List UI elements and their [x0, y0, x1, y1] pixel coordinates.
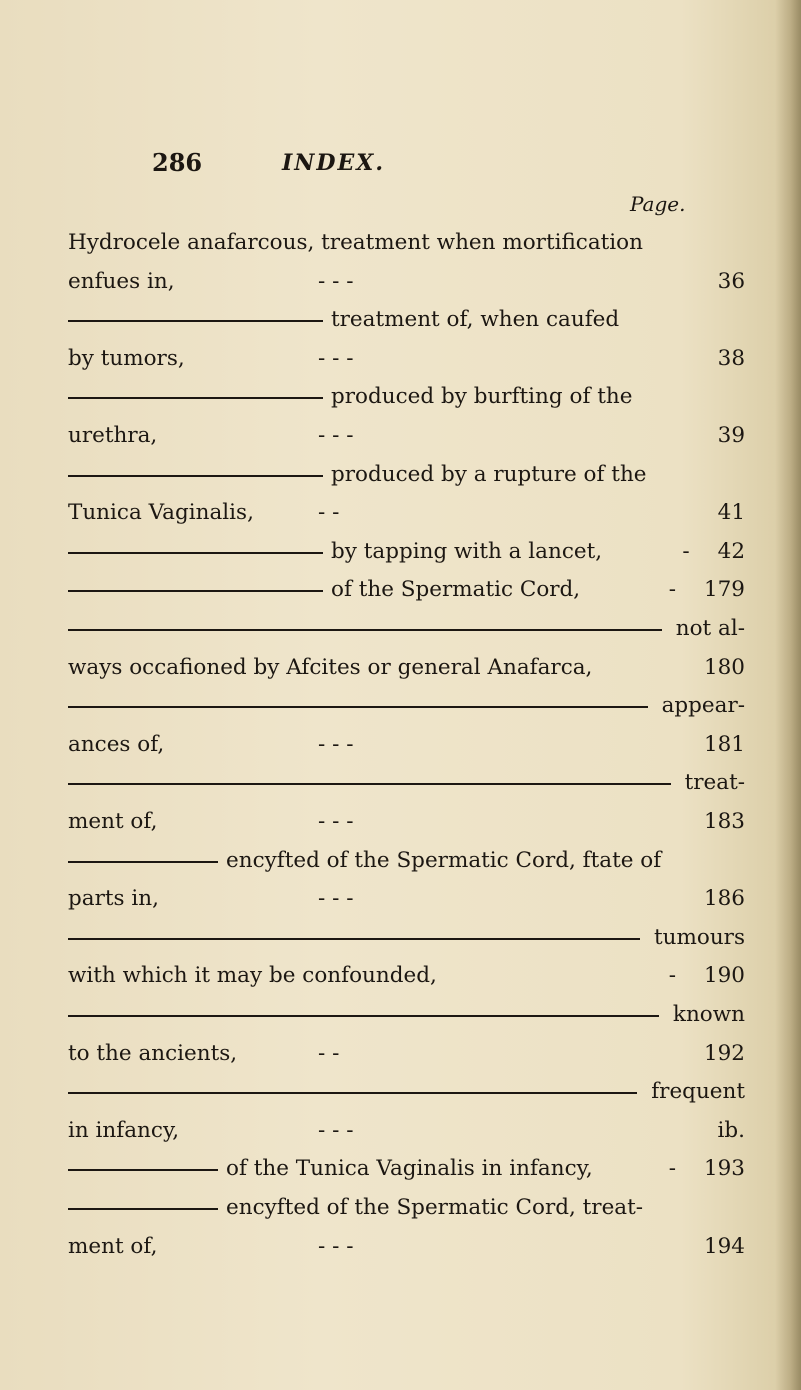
index-entry-line [68, 844, 745, 878]
ditto-rule [68, 861, 218, 863]
entry-page-ref: 38 [717, 345, 745, 371]
entry-page-ref: 192 [703, 1040, 745, 1066]
entry-text: encyfted of the Spermatic Cord, treat- [226, 1195, 644, 1220]
entry-text: Tunica Vaginalis, [68, 500, 254, 526]
leader-dashes: - - [318, 1040, 340, 1066]
entry-page-ref: 39 [717, 423, 745, 448]
page-number: 286 [152, 148, 203, 177]
index-entry-line [68, 226, 745, 260]
index-entry-line [68, 882, 745, 916]
entry-page-ref: 179 [703, 577, 745, 603]
index-entry-line [68, 1114, 745, 1148]
entry-text: appear- [661, 693, 745, 719]
index-entry-line [68, 1152, 745, 1186]
entry-text: ances of, [68, 731, 165, 757]
index-entry-line [68, 419, 745, 453]
index-entry-line [68, 458, 745, 492]
entry-text: not al- [675, 616, 745, 641]
entry-text: ment of, [68, 809, 158, 834]
ditto-rule [68, 397, 323, 399]
leader-dashes: - [668, 1156, 676, 1182]
entry-text: by tumors, [68, 345, 185, 371]
entry-page-ref: 42 [717, 538, 745, 564]
index-entry-line [68, 535, 745, 569]
index-entry-line [68, 651, 745, 685]
index-entry-line [68, 380, 745, 414]
entry-text: by tapping with a lancet, [331, 538, 603, 564]
entry-page-ref: 194 [703, 1233, 745, 1259]
entry-text: of the Spermatic Cord, [331, 577, 581, 603]
leader-dashes: - - - [318, 423, 354, 448]
entry-text: in infancy, [68, 1117, 180, 1143]
entry-text: known [672, 1002, 745, 1027]
page-spine-shadow [775, 0, 801, 1390]
index-entry-line [68, 342, 745, 376]
entry-page-ref: 186 [703, 886, 745, 912]
entry-text: urethra, [68, 423, 158, 448]
ditto-rule [68, 552, 323, 554]
index-entry-line [68, 689, 745, 723]
leader-dashes: - - - [318, 1117, 354, 1143]
entry-page-ref: 193 [703, 1156, 745, 1182]
entry-page-ref: 41 [717, 500, 745, 526]
index-entry-line [68, 728, 745, 762]
leader-dashes: - - - [318, 345, 354, 371]
index-entry-line [68, 998, 745, 1032]
entry-page-ref: 190 [703, 963, 745, 989]
index-entry-line [68, 265, 745, 299]
ditto-rule [68, 629, 662, 631]
leader-dashes: - - - [318, 809, 354, 834]
index-entry-line [68, 805, 745, 839]
ditto-rule [68, 1208, 218, 1210]
leader-dashes: - - [318, 500, 340, 526]
index-entry-line [68, 1037, 745, 1071]
entry-text: treatment of, when caufed [331, 307, 620, 333]
entry-page-ref: 181 [703, 731, 745, 757]
entry-page-ref: 183 [703, 809, 745, 834]
leader-dashes: - - - [318, 731, 354, 757]
ditto-rule [68, 938, 640, 940]
index-entry-line [68, 959, 745, 993]
entry-text: produced by a rupture of the [331, 461, 647, 487]
leader-dashes: - - - [318, 268, 354, 294]
entry-text: encyfted of the Spermatic Cord, ftate of [226, 847, 662, 873]
ditto-rule [68, 1169, 218, 1171]
leader-dashes: - - - [318, 1233, 354, 1259]
ditto-rule [68, 590, 323, 592]
index-entry-line [68, 612, 745, 646]
index-entry-line [68, 496, 745, 530]
entry-text: produced by burfting of the [331, 384, 633, 410]
leader-dashes: - - - [318, 886, 354, 912]
ditto-rule [68, 1015, 659, 1017]
ditto-rule [68, 1092, 637, 1094]
index-entry-line [68, 921, 745, 955]
entry-text: tumours [654, 924, 745, 950]
running-head: INDEX. [282, 150, 385, 176]
entry-text: parts in, [68, 886, 159, 912]
entry-text: frequent [651, 1079, 745, 1105]
entry-page-ref: ib. [717, 1117, 745, 1143]
entry-text: ways occafioned by Afcites or general Anafarca, [68, 654, 593, 680]
entry-text: treat- [684, 770, 745, 796]
page-column-heading: Page. [630, 192, 686, 216]
entry-page-ref: 36 [717, 268, 745, 294]
index-entry-line [68, 1075, 745, 1109]
entry-page-ref: 180 [703, 654, 745, 680]
index-entry-line [68, 573, 745, 607]
ditto-rule [68, 475, 323, 477]
page-header [152, 148, 712, 188]
index-entry-line [68, 1230, 745, 1264]
index-entry-line [68, 1191, 745, 1225]
entry-text: to the ancients, [68, 1040, 238, 1066]
leader-dashes: - [682, 538, 690, 564]
leader-dashes: - [668, 577, 676, 603]
entry-text: ment of, [68, 1233, 158, 1259]
index-entry-line [68, 303, 745, 337]
ditto-rule [68, 783, 671, 785]
ditto-rule [68, 320, 323, 322]
entry-text: Hydrocele anafarcous, treatment when mortification [68, 230, 643, 255]
ditto-rule [68, 706, 648, 708]
entry-text: enfues in, [68, 268, 175, 294]
entry-text: of the Tunica Vaginalis in infancy, [226, 1156, 593, 1182]
entry-text: with which it may be confounded, [68, 963, 437, 989]
index-entry-line [68, 766, 745, 800]
leader-dashes: - [668, 963, 676, 989]
